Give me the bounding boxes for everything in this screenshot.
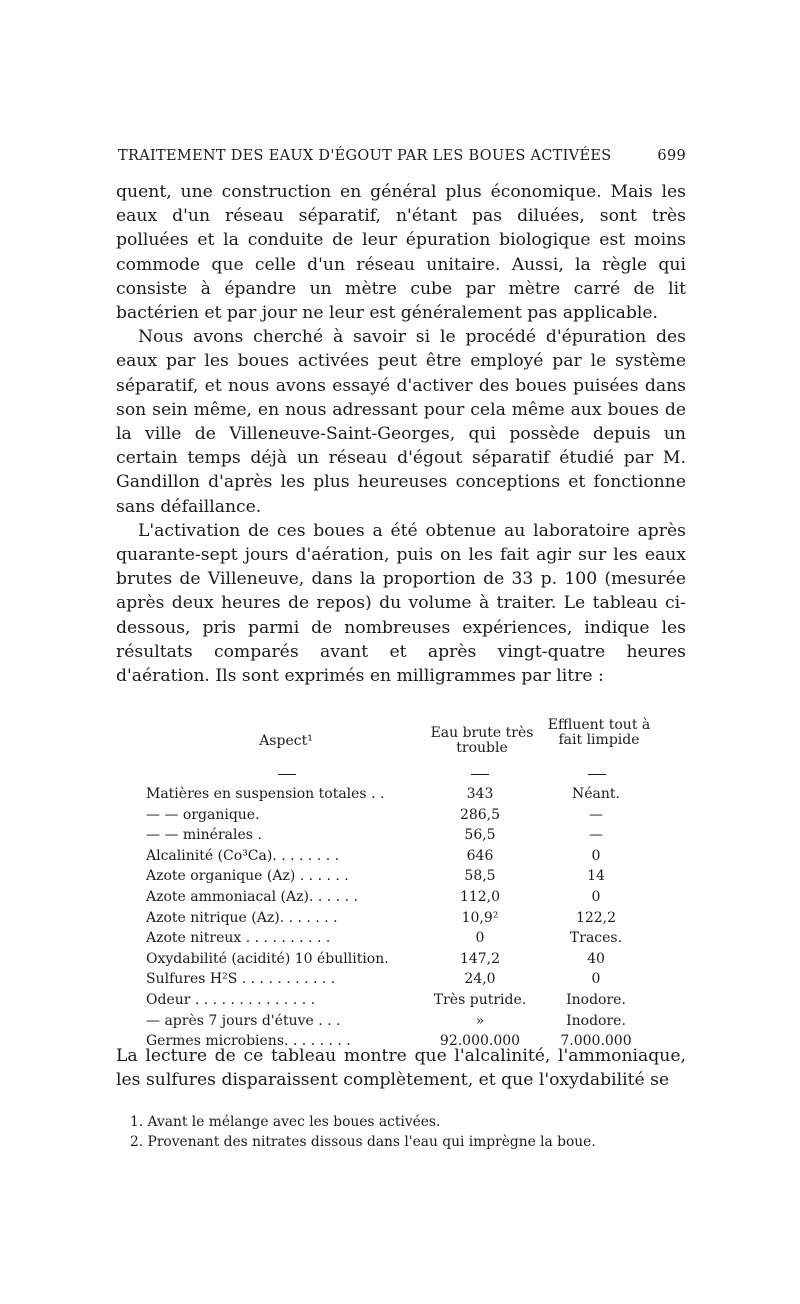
table-row — [146, 805, 656, 826]
row-label: Sulfures H²S . . . . . . . . . . . — [146, 971, 336, 988]
effluent-value: Inodore. — [566, 1012, 626, 1029]
effluent-value: 7.000.000 — [560, 1033, 632, 1050]
row-label: Germes microbiens. . . . . . . . — [146, 1033, 351, 1050]
header-dash — [471, 774, 489, 775]
table-body — [146, 784, 656, 1052]
raw-water-value: Très putride. — [433, 991, 527, 1008]
header-aspect: Aspect¹ — [259, 733, 313, 749]
closing-text — [116, 1044, 686, 1092]
footnote-1: 1. Avant le mélange avec les boues activées. — [130, 1114, 441, 1130]
table-row — [146, 846, 656, 867]
page-number: 699 — [657, 148, 686, 164]
effluent-value: Inodore. — [566, 991, 626, 1008]
row-label: Azote ammoniacal (Az). . . . . . — [146, 888, 358, 905]
row-label: Matières en suspension totales . . — [146, 786, 385, 802]
header-rule — [146, 772, 656, 784]
row-label: Odeur . . . . . . . . . . . . . . — [146, 991, 316, 1008]
effluent-value: Néant. — [572, 786, 620, 802]
table-row — [146, 887, 656, 908]
effluent-value: 40 — [587, 950, 605, 967]
table-row — [146, 928, 656, 949]
effluent-value: 0 — [591, 971, 601, 988]
paragraph-1: quent, une construction en général plus économique. Mais les eaux d'un réseau séparatif, n'étant pas diluées, sont très polluées et la conduite de leur épuration biologique est moins commode que celle d'un réseau unitaire. Aussi, la règle qui consiste à épandre un mètre cube par mètre carré de lit bactérien et par jour ne leur est généralement pas applicable. — [116, 182, 686, 324]
effluent-value: 0 — [591, 888, 601, 905]
table-row — [146, 1011, 656, 1032]
row-label: Azote nitrique (Az). . . . . . . — [146, 909, 338, 926]
paragraph-2: Nous avons cherché à savoir si le procédé d'épuration des eaux par les boues activées peut être employé par le système séparatif, et nous avons essayé d'activer des boues puisées dans son sein même, en nous adressant pour cela même aux boues de la ville de Villeneuve-Saint-Georges, qui possède depuis un certain temps déjà un réseau d'égout séparatif étudié par M. Gandillon d'après les plus heureuses conceptions et fonctionne sans défaillance. — [116, 327, 686, 517]
footnote-2: 2. Provenant des nitrates dissous dans l'eau qui imprègne la boue. — [130, 1134, 596, 1150]
table-row — [146, 825, 656, 846]
body-text — [116, 180, 686, 688]
row-label: Azote nitreux . . . . . . . . . . — [146, 930, 331, 947]
row-label: — — minérales . — [146, 827, 262, 844]
header-dash — [278, 774, 296, 775]
raw-water-value: 24,0 — [464, 971, 496, 988]
table-header — [146, 716, 656, 772]
header-dash — [588, 774, 606, 775]
effluent-value: 14 — [587, 868, 605, 885]
table-row — [146, 969, 656, 990]
raw-water-value: 56,5 — [464, 827, 496, 844]
table-row — [146, 908, 656, 929]
raw-water-value: 92.000.000 — [439, 1033, 521, 1050]
raw-water-value: 343 — [466, 786, 494, 802]
raw-water-value: » — [475, 1012, 485, 1029]
closing-paragraph: La lecture de ce tableau montre que l'alcalinité, l'ammoniaque, les sulfures disparaissent complètement, et que l'oxydabilité se — [116, 1046, 686, 1091]
table-row — [146, 990, 656, 1011]
table-row — [146, 784, 656, 805]
row-label: — après 7 jours d'étuve . . . — [146, 1012, 341, 1029]
header-raw-water: Eau brute très trouble — [430, 725, 534, 756]
raw-water-value: 0 — [475, 930, 485, 947]
effluent-value: — — [589, 806, 603, 823]
row-label: Oxydabilité (acidité) 10 ébullition. — [146, 950, 389, 967]
effluent-value: 0 — [591, 847, 601, 864]
raw-water-value: 58,5 — [464, 868, 496, 885]
row-label: Azote organique (Az) . . . . . . — [146, 868, 349, 885]
raw-water-value: 286,5 — [459, 806, 501, 823]
running-head — [118, 148, 686, 164]
results-table — [146, 716, 656, 1052]
raw-water-value: 10,9² — [461, 909, 499, 926]
table-row — [146, 949, 656, 970]
effluent-value: Traces. — [569, 930, 623, 947]
running-head-title: TRAITEMENT DES EAUX D'ÉGOUT PAR LES BOUES ACTIVÉES — [118, 148, 612, 164]
effluent-value: — — [589, 827, 603, 844]
header-effluent: Effluent tout à fait limpide — [547, 717, 651, 748]
row-label: — — organique. — [146, 806, 260, 823]
table-row — [146, 866, 656, 887]
row-label: Alcalinité (Co³Ca). . . . . . . . — [146, 847, 340, 864]
effluent-value: 122,2 — [575, 909, 617, 926]
paragraph-3: L'activation de ces boues a été obtenue au laboratoire après quarante-sept jours d'aération, puis on les fait agir sur les eaux brutes de Villeneuve, dans la proportion de 33 p. 100 (mesurée après deux heures de repos) du volume à traiter. Le tableau ci-dessous, pris parmi de nombreuses expériences, indique les résultats comparés avant et après vingt-quatre heures d'aération. Ils sont exprimés en milligrammes par litre : — [116, 520, 686, 687]
raw-water-value: 112,0 — [459, 888, 501, 905]
raw-water-value: 646 — [466, 847, 494, 864]
raw-water-value: 147,2 — [459, 950, 501, 967]
footnotes — [130, 1112, 690, 1152]
